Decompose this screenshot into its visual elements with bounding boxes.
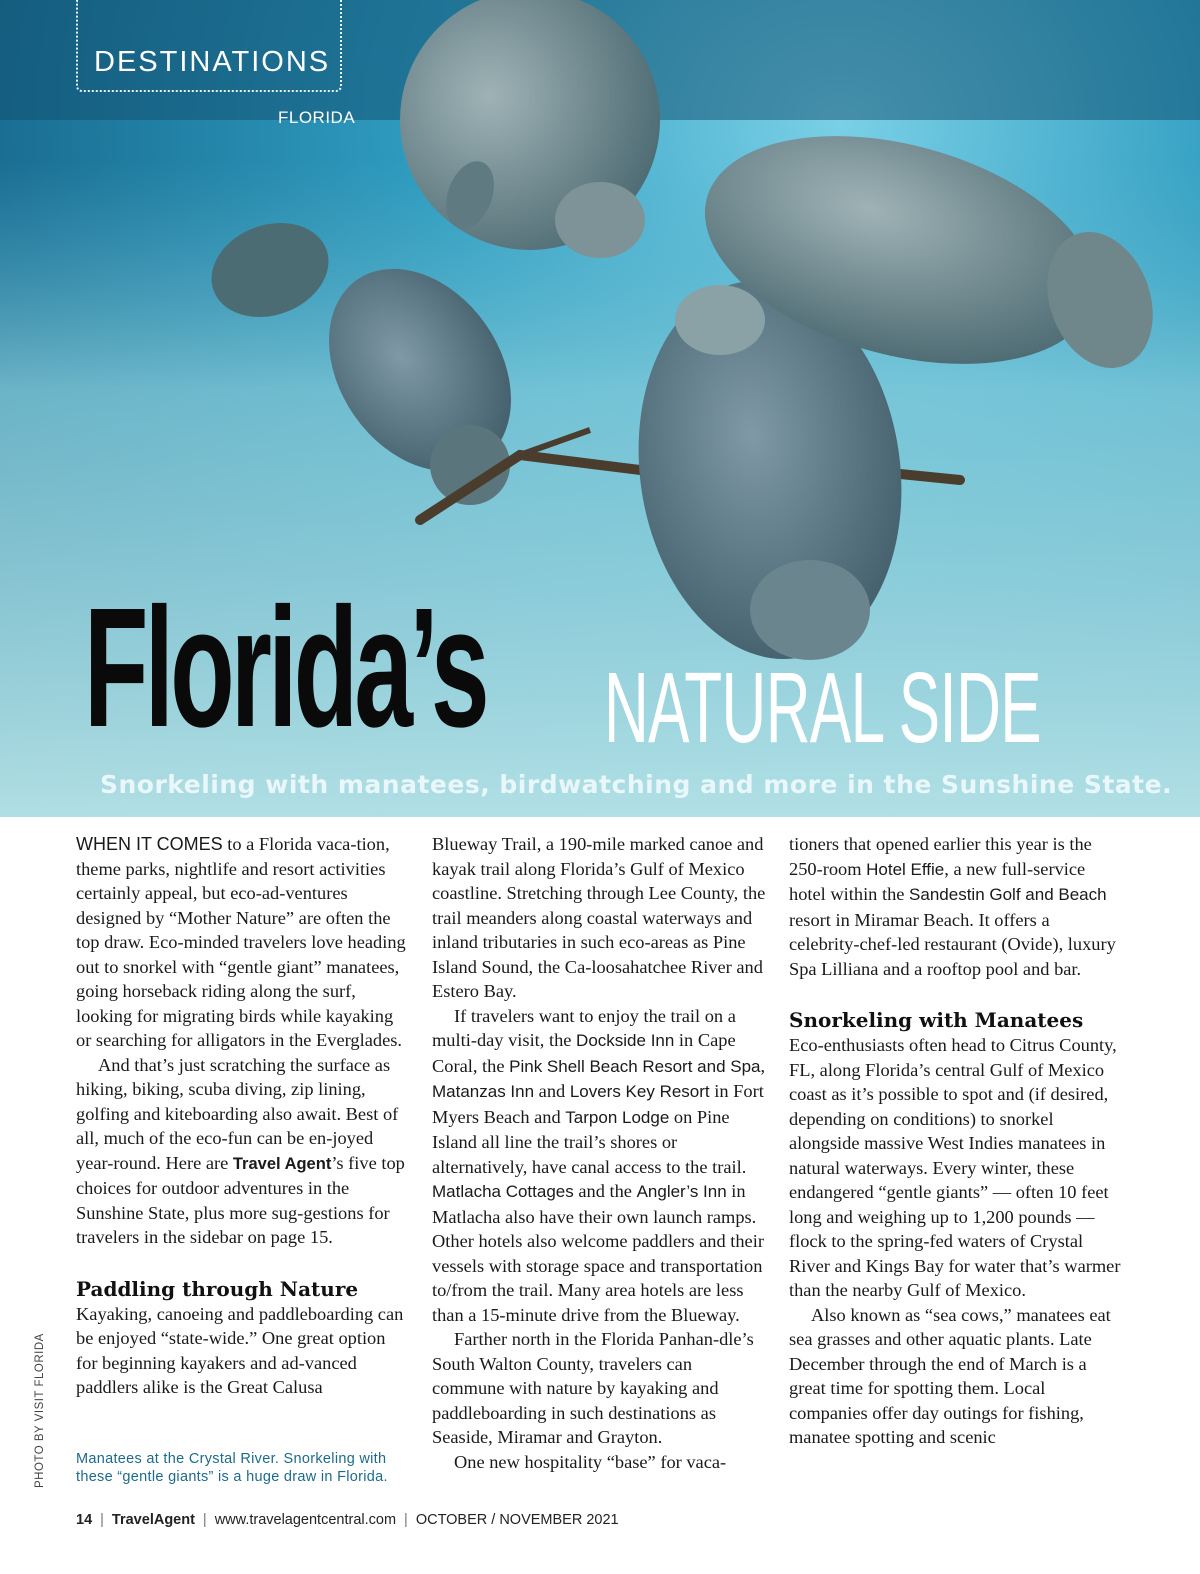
- column-3: [789, 832, 1123, 1450]
- publication-name: TravelAgent: [111, 1512, 195, 1528]
- hotel-name: Hotel Effie: [866, 859, 945, 879]
- text: tioners that opened earlier this year is the 250-room: [789, 834, 1092, 879]
- paragraph: Also known as “sea cows,” manatees eat sea grasses and other aquatic plants. Late December through the end of March is a great time for spotting them. Local companies offer day outings for fishing, manatee spotting and scenic: [789, 1304, 1111, 1447]
- deck: Snorkeling with manatees, birdwatching and more in the Sunshine State.: [100, 770, 1173, 799]
- text: on Pine Island all line the trail’s shores or alternatively, have canal access to the trail.: [432, 1106, 747, 1177]
- hotel-name: Sandestin Golf and Beach: [909, 885, 1107, 904]
- text: to a Florida vaca-tion, theme parks, nightlife and resort activities certainly appeal, but eco-ad-ventures designed by “Mother Nature” are often the top draw. Eco-minded travelers love heading out to snorkel with “gentle giant” manatees, going horseback riding along the surf, looking for migrating birds while kayaking or searching for alligators in the Everglades.: [76, 834, 406, 1050]
- subhead: Snorkeling with Manatees: [789, 1008, 1084, 1032]
- text: , a new full-service hotel within the: [789, 858, 1086, 904]
- paragraph: [76, 1053, 410, 1250]
- footer-separator: |: [404, 1512, 408, 1528]
- headline-rest: NATURAL SIDE: [604, 652, 1041, 764]
- hotel-name: Dockside Inn: [576, 1031, 675, 1050]
- page-number: 14: [76, 1512, 93, 1528]
- issue-date: OCTOBER / NOVEMBER 2021: [415, 1512, 619, 1528]
- section-sublabel: FLORIDA: [278, 108, 356, 127]
- hotel-name: Tarpon Lodge: [565, 1107, 670, 1127]
- hotel-name: Matlacha Cottages: [432, 1182, 574, 1201]
- text: resort in Miramar Beach. It offers a celebrity-chef-led restaurant (Ovide), luxury Spa Lilliana and a rooftop pool and bar.: [789, 909, 1116, 979]
- text: in Cape Coral, the: [432, 1030, 736, 1076]
- hotel-name: Lovers Key Resort: [569, 1082, 710, 1101]
- hotel-name: Matanzas Inn: [432, 1082, 535, 1101]
- text: and: [534, 1081, 570, 1101]
- text: in Matlacha also have their own launch ramps. Other hotels also welcome paddlers and their vessels with storage space and transportation to/from the trail. Many area hotels are less than a 15-minute drive from the Blueway.: [432, 1181, 764, 1325]
- paragraph: Eco-enthusiasts often head to Citrus County, FL, along Florida’s central Gulf of Mexico coast as it’s possible to spot and (if desired, depending on conditions) to snorkel alongside massive West Indies manatees in natural waterways. Every winter, these endangered “gentle giants” — often 10 feet long and weighing up to 1,200 pounds — flock to the spring-fed waters of Crystal River and Kings Bay for water that’s warmer than the nearby Gulf of Mexico.: [789, 1035, 1121, 1300]
- text: and the: [573, 1181, 637, 1201]
- text: And that’s just scratching the surface as hiking, biking, scuba diving, zip lining, golfing and kiteboarding also await. Best of all, much of the eco-fun can be en-joyed year-round. Here are: [76, 1054, 399, 1173]
- brand-mention: Travel Agent: [232, 1154, 332, 1173]
- footer-separator: |: [100, 1512, 104, 1528]
- website-url: www.travelagentcentral.com: [214, 1512, 397, 1528]
- text: ,: [760, 1055, 766, 1076]
- page-footer: [76, 1512, 619, 1528]
- section-label: DESTINATIONS: [94, 46, 331, 78]
- hotel-name: Pink Shell Beach Resort and Spa: [509, 1056, 761, 1076]
- paragraph: Farther north in the Florida Panhan-dle’s South Walton County, travelers can commune with nature by kayaking and paddleboarding in such destinations as Seaside, Miramar and Grayton.: [432, 1329, 754, 1447]
- column-1: [76, 832, 410, 1400]
- photo-caption: Manatees at the Crystal River. Snorkeling with these “gentle giants” is a huge draw in Florida.: [76, 1451, 388, 1485]
- paragraph: [432, 1004, 766, 1328]
- subhead: Paddling through Nature: [76, 1276, 359, 1301]
- footer-separator: |: [202, 1512, 207, 1528]
- column-2: [432, 832, 766, 1474]
- text: in Fort Myers Beach and: [432, 1081, 764, 1127]
- paragraph: [76, 832, 410, 1053]
- text: If travelers want to enjoy the trail on a multi-day visit, the: [432, 1005, 736, 1050]
- headline-main: Florida’s: [84, 573, 486, 763]
- hotel-name: Angler’s Inn: [636, 1182, 727, 1201]
- paragraph: Blueway Trail, a 190-mile marked canoe and kayak trail along Florida’s Gulf of Mexico coastline. Stretching through Lee County, the trail meanders along coastal waterways and inland tributaries in such eco-areas as Pine Island Sound, the Ca-loosahatchee River and Estero Bay.: [432, 834, 766, 1001]
- paragraph: Kayaking, canoeing and paddleboarding can be enjoyed “state-wide.” One great option for beginning kayakers and ad-vanced paddlers alike is the Great Calusa: [76, 1303, 404, 1397]
- lead-in: WHEN IT COMES: [76, 834, 223, 854]
- paragraph: One new hospitality “base” for vaca-: [454, 1451, 727, 1472]
- text: ’s five top choices for outdoor adventures in the Sunshine State, plus more sug-gestions for travelers in the sidebar on page 15.: [76, 1152, 405, 1247]
- photo-credit: PHOTO BY VISIT FLORIDA: [34, 1333, 46, 1488]
- paragraph: [789, 832, 1123, 981]
